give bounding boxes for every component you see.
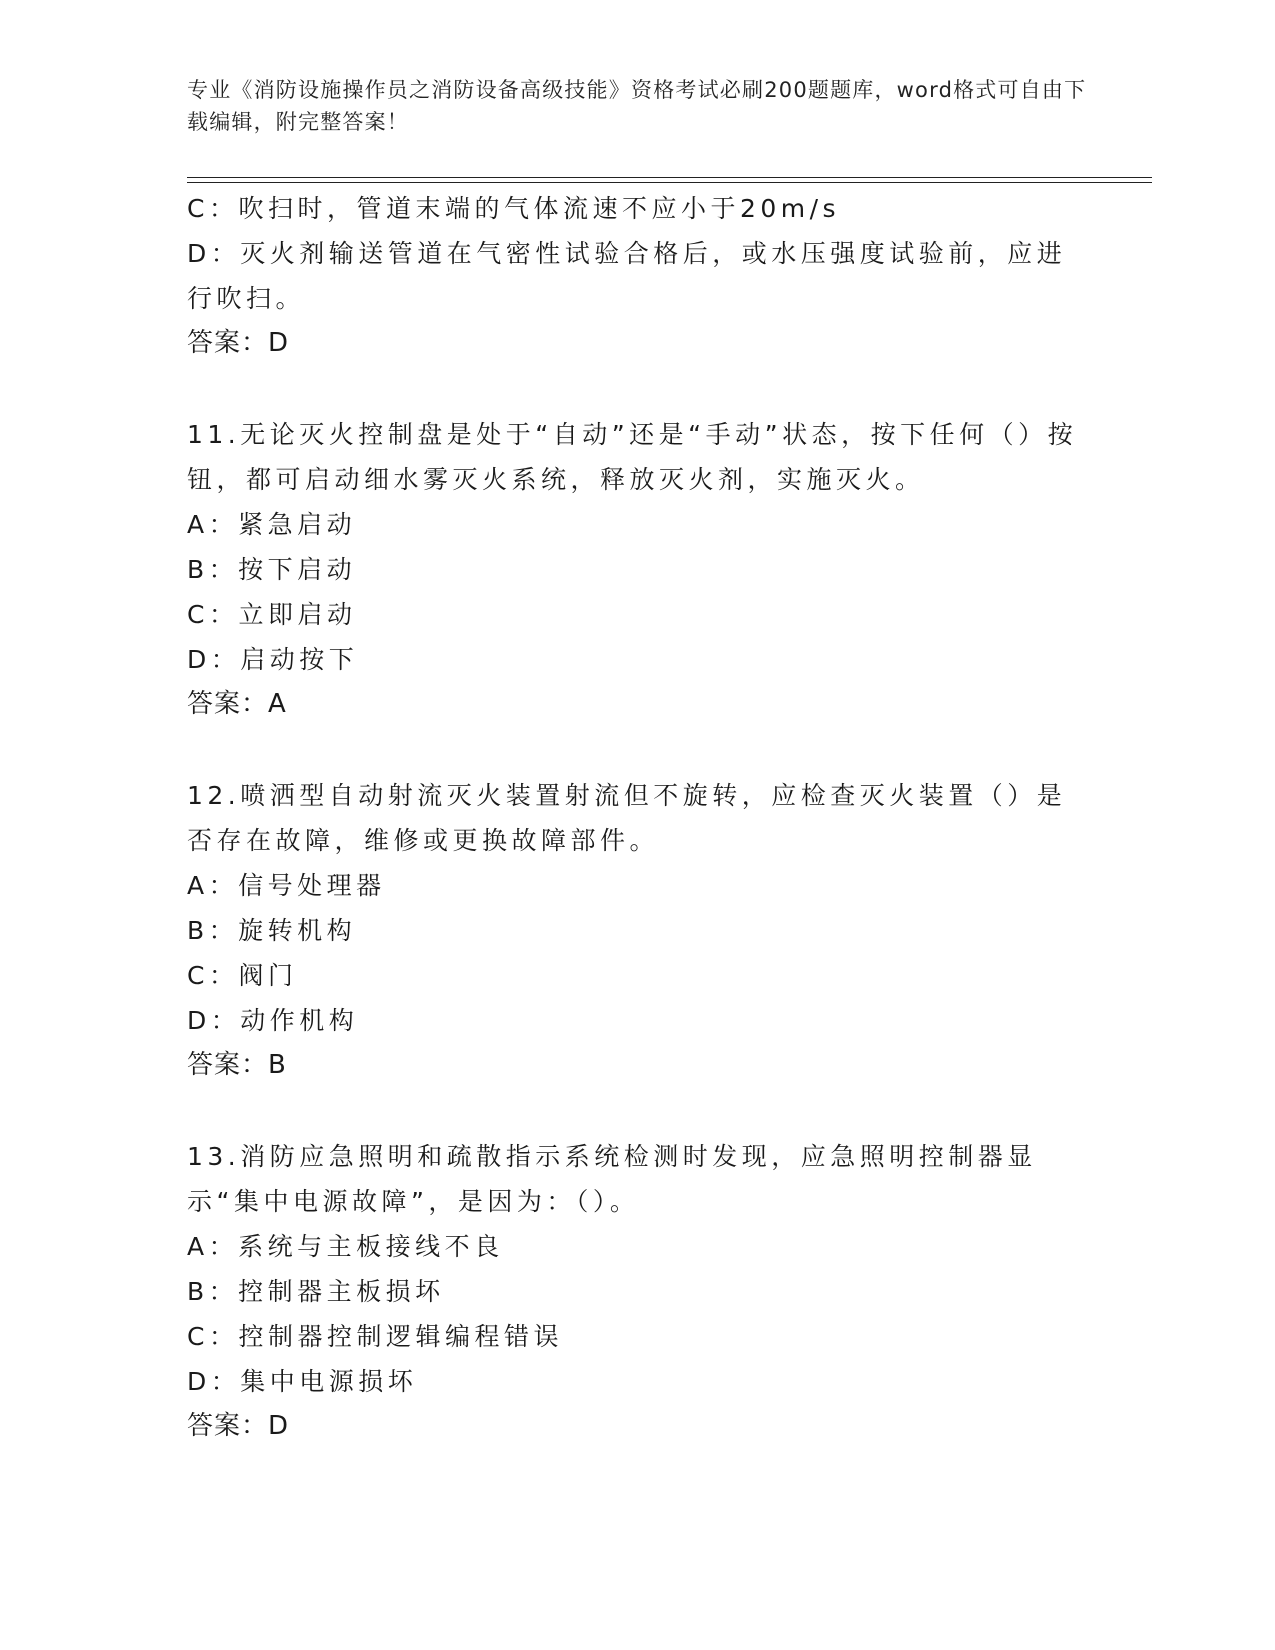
option-c: C：阀门 (187, 961, 298, 990)
page-header: 专业《消防设施操作员之消防设备高级技能》资格考试必刷200题题库，word格式可自由下载编辑，附完整答案！ (187, 78, 1087, 134)
answer: 答案：A (187, 689, 287, 719)
option-a: A：紧急启动 (187, 510, 357, 539)
spacer (187, 727, 1087, 773)
spacer (187, 1088, 1087, 1134)
question-11 (187, 412, 1087, 727)
option-b: B：控制器主板损坏 (187, 1277, 445, 1306)
header-divider (187, 177, 1152, 178)
option-a: A：信号处理器 (187, 871, 386, 900)
answer: 答案：D (187, 328, 290, 358)
option-b: B：旋转机构 (187, 916, 357, 945)
spacer (187, 366, 1087, 412)
option-c: C：控制器控制逻辑编程错误 (187, 1322, 563, 1351)
question-content (187, 186, 1087, 1449)
option-d: D：启动按下 (187, 645, 359, 674)
question-13 (187, 1134, 1087, 1449)
question-stem: 13.消防应急照明和疏散指示系统检测时发现，应急照明控制器显示“集中电源故障”，是因为：（）。 (187, 1142, 1037, 1216)
question-12 (187, 773, 1087, 1088)
option-c: C：吹扫时，管道末端的气体流速不应小于20m/s (187, 194, 841, 223)
option-c: C：立即启动 (187, 600, 357, 629)
option-d: D：灭火剂输送管道在气密性试验合格后，或水压强度试验前，应进行吹扫。 (187, 239, 1067, 313)
answer: 答案：D (187, 1411, 290, 1441)
option-d: D：动作机构 (187, 1006, 359, 1035)
option-a: A：系统与主板接线不良 (187, 1232, 504, 1261)
option-b: B：按下启动 (187, 555, 357, 584)
header-divider-secondary (187, 182, 1152, 183)
answer: 答案：B (187, 1050, 287, 1080)
option-d: D：集中电源损坏 (187, 1367, 418, 1396)
question-stem: 11.无论灭火控制盘是处于“自动”还是“手动”状态，按下任何（）按钮，都可启动细水雾灭火系统，释放灭火剂，实施灭火。 (187, 420, 1078, 494)
question-stem: 12.喷洒型自动射流灭火装置射流但不旋转，应检查灭火装置（）是否存在故障，维修或更换故障部件。 (187, 781, 1067, 855)
